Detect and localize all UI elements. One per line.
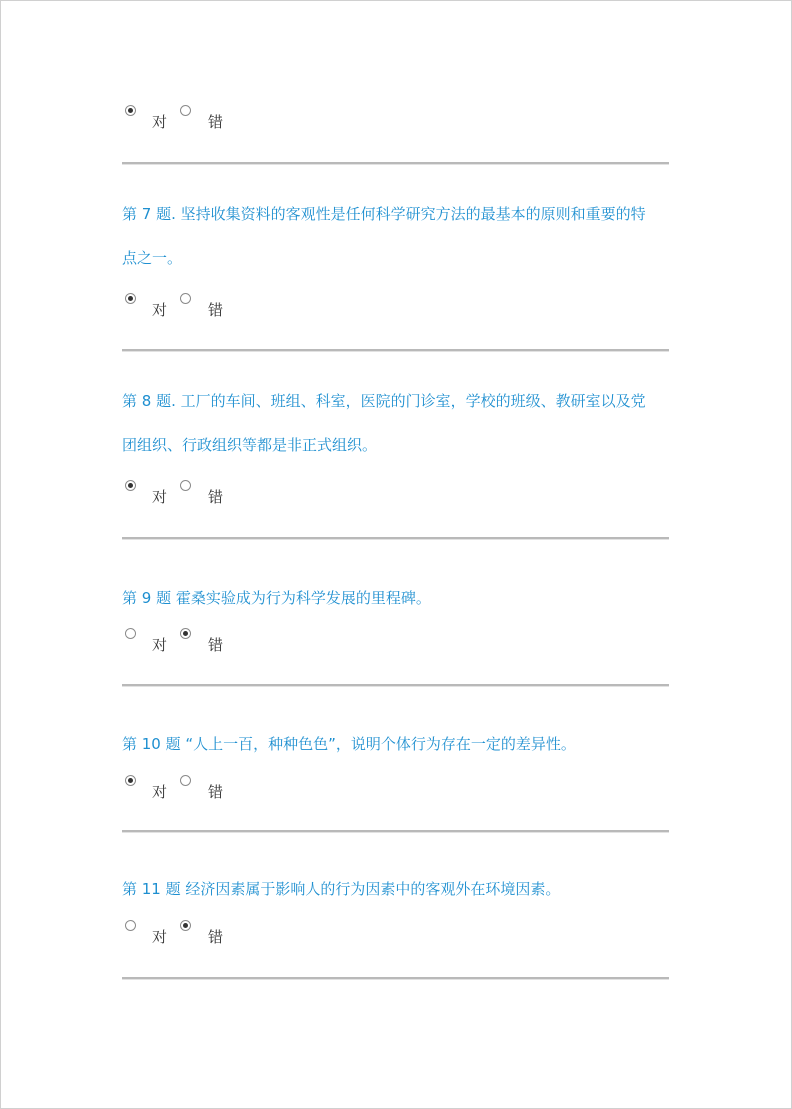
true-false-options: [122, 920, 670, 950]
radio-false[interactable]: [180, 293, 191, 304]
question-text-line1: 第 8 题. 工厂的车间、班组、科室，医院的门诊室，学校的班级、教研室以及党: [122, 392, 646, 410]
question-text-line2: 点之一。: [122, 249, 183, 267]
option-true-label: 对: [152, 636, 168, 654]
option-true-label: 对: [152, 301, 168, 319]
divider: [122, 977, 669, 980]
question-7: [122, 192, 670, 323]
question-text-line1: 第 11 题 经济因素属于影响人的行为因素中的客观外在环境因素。: [122, 880, 561, 898]
radio-true[interactable]: [125, 628, 136, 639]
divider: [122, 349, 669, 352]
divider: [122, 830, 669, 833]
radio-false[interactable]: [180, 480, 191, 491]
question-8: [122, 379, 670, 510]
divider: [122, 162, 669, 165]
option-true-label: 对: [152, 488, 168, 506]
divider: [122, 537, 669, 540]
question-text-line1: 第 9 题 霍桑实验成为行为科学发展的里程碑。: [122, 589, 431, 607]
option-true-label: 对: [152, 113, 168, 131]
option-false-label: 错: [208, 636, 224, 654]
question-text-line1: 第 10 题 “人上一百，种种色色”，说明个体行为存在一定的差异性。: [122, 735, 576, 753]
radio-false[interactable]: [180, 775, 191, 786]
radio-false[interactable]: [180, 105, 191, 116]
radio-true[interactable]: [125, 775, 136, 786]
question-11: [122, 867, 670, 950]
question-9: [122, 576, 670, 658]
option-true-label: 对: [152, 783, 168, 801]
question-text-line1: 第 7 题. 坚持收集资料的客观性是任何科学研究方法的最基本的原则和重要的特: [122, 205, 646, 223]
radio-true[interactable]: [125, 920, 136, 931]
option-true-label: 对: [152, 928, 168, 946]
radio-false[interactable]: [180, 628, 191, 639]
option-false-label: 错: [208, 301, 224, 319]
radio-true[interactable]: [125, 480, 136, 491]
true-false-options: [122, 775, 670, 805]
true-false-options: [122, 105, 670, 135]
question-text-line2: 团组织、行政组织等都是非正式组织。: [122, 436, 378, 454]
option-false-label: 错: [208, 928, 224, 946]
radio-false[interactable]: [180, 920, 191, 931]
true-false-options: [122, 293, 670, 323]
divider: [122, 684, 669, 687]
radio-true[interactable]: [125, 105, 136, 116]
question-10: [122, 722, 670, 805]
option-false-label: 错: [208, 113, 224, 131]
option-false-label: 错: [208, 488, 224, 506]
true-false-options: [122, 628, 670, 658]
answer-group-prev: [122, 105, 670, 135]
option-false-label: 错: [208, 783, 224, 801]
true-false-options: [122, 480, 670, 510]
radio-true[interactable]: [125, 293, 136, 304]
